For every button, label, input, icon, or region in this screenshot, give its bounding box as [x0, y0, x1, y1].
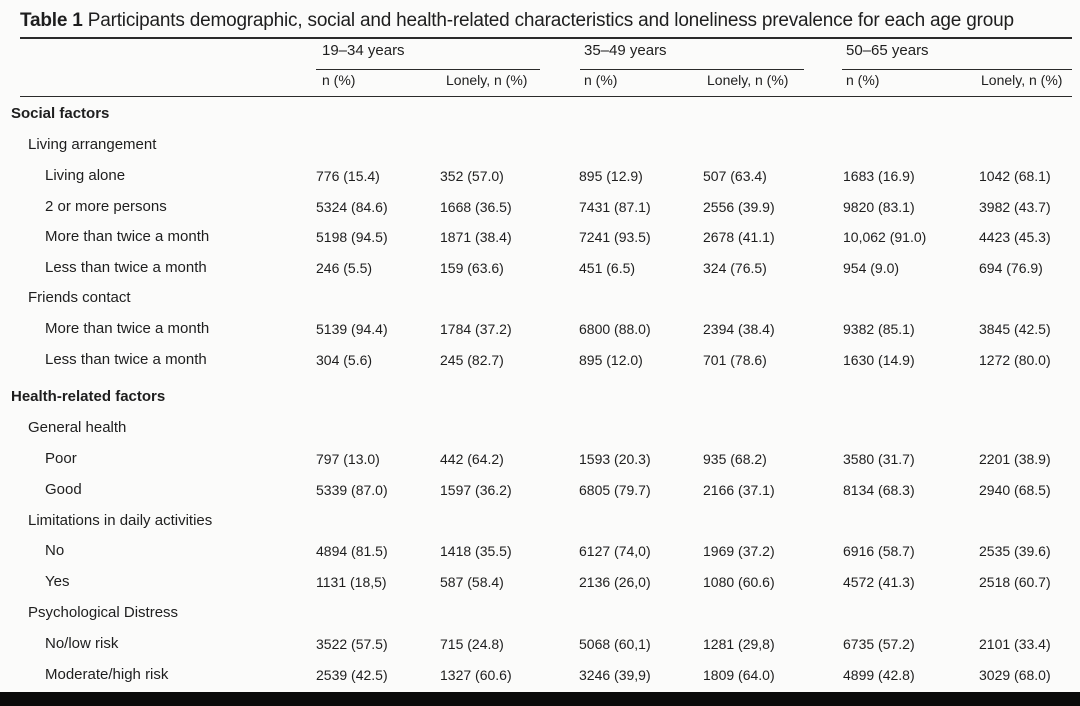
- row-label: No/low risk: [45, 635, 119, 652]
- cell-lonely-n-pct: 2201 (38.9): [979, 451, 1051, 467]
- subsection-heading: General health: [28, 419, 127, 436]
- table-subsection-row: [0, 511, 1080, 533]
- cell-n-pct: 4899 (42.8): [843, 667, 915, 683]
- table-header-rule: [20, 96, 1072, 97]
- cell-lonely-n-pct: 1668 (36.5): [440, 199, 512, 215]
- cell-lonely-n-pct: 2535 (39.6): [979, 543, 1051, 559]
- cell-lonely-n-pct: 1327 (60.6): [440, 667, 512, 683]
- cell-lonely-n-pct: 245 (82.7): [440, 352, 504, 368]
- cell-n-pct: 5139 (94.4): [316, 321, 388, 337]
- table-row: [0, 480, 1080, 502]
- cell-lonely-n-pct: 4423 (45.3): [979, 229, 1051, 245]
- cell-n-pct: 1131 (18,5): [316, 574, 387, 590]
- row-label: More than twice a month: [45, 228, 210, 245]
- table-top-rule: [20, 37, 1072, 39]
- table-row: [0, 227, 1080, 249]
- age-group-header-2: 35–49 years: [584, 42, 667, 59]
- cell-n-pct: 5198 (94.5): [316, 229, 388, 245]
- subsection-heading: Friends contact: [28, 289, 131, 306]
- section-heading: Health-related factors: [11, 388, 166, 405]
- cell-lonely-n-pct: 442 (64.2): [440, 451, 504, 467]
- screen-bottom-bar: [0, 692, 1080, 706]
- column-header-n-pct-2: n (%): [584, 72, 618, 88]
- cell-lonely-n-pct: 507 (63.4): [703, 168, 767, 184]
- cell-lonely-n-pct: 1809 (64.0): [703, 667, 775, 683]
- cell-n-pct: 304 (5.6): [316, 352, 373, 368]
- cell-n-pct: 9820 (83.1): [843, 199, 915, 215]
- cell-n-pct: 8134 (68.3): [843, 482, 915, 498]
- row-label: Less than twice a month: [45, 259, 207, 276]
- column-header-lonely-2: Lonely, n (%): [707, 72, 789, 88]
- cell-n-pct: 5339 (87.0): [316, 482, 388, 498]
- table-row: [0, 634, 1080, 656]
- cell-n-pct: 5068 (60,1): [579, 636, 651, 652]
- age-group-rule-2: [580, 69, 804, 70]
- table-row: [0, 449, 1080, 471]
- table-row: [0, 541, 1080, 563]
- cell-n-pct: 3246 (39,9): [579, 667, 651, 683]
- cell-lonely-n-pct: 3845 (42.5): [979, 321, 1051, 337]
- cell-n-pct: 6916 (58.7): [843, 543, 915, 559]
- cell-lonely-n-pct: 1871 (38.4): [440, 229, 512, 245]
- cell-n-pct: 954 (9.0): [843, 260, 900, 276]
- cell-n-pct: 246 (5.5): [316, 260, 373, 276]
- row-label: Less than twice a month: [45, 351, 207, 368]
- cell-lonely-n-pct: 2556 (39.9): [703, 199, 775, 215]
- cell-n-pct: 6800 (88.0): [579, 321, 651, 337]
- cell-n-pct: 895 (12.9): [579, 168, 643, 184]
- column-header-lonely-1: Lonely, n (%): [446, 72, 528, 88]
- cell-n-pct: 776 (15.4): [316, 168, 380, 184]
- row-label: Poor: [45, 450, 77, 467]
- cell-lonely-n-pct: 1597 (36.2): [440, 482, 512, 498]
- cell-n-pct: 1683 (16.9): [843, 168, 915, 184]
- cell-lonely-n-pct: 1281 (29,8): [703, 636, 775, 652]
- cell-n-pct: 3580 (31.7): [843, 451, 915, 467]
- cell-n-pct: 7241 (93.5): [579, 229, 651, 245]
- age-group-header-1: 19–34 years: [322, 42, 405, 59]
- cell-lonely-n-pct: 694 (76.9): [979, 260, 1043, 276]
- column-header-lonely-3: Lonely, n (%): [981, 72, 1063, 88]
- cell-lonely-n-pct: 324 (76.5): [703, 260, 767, 276]
- subsection-heading: Limitations in daily activities: [28, 512, 213, 529]
- cell-lonely-n-pct: 2101 (33.4): [979, 636, 1051, 652]
- subsection-heading: Living arrangement: [28, 136, 157, 153]
- age-group-header-3: 50–65 years: [846, 42, 929, 59]
- table-subsection-row: [0, 288, 1080, 310]
- cell-lonely-n-pct: 2518 (60.7): [979, 574, 1051, 590]
- cell-n-pct: 6735 (57.2): [843, 636, 915, 652]
- section-heading: Social factors: [11, 105, 110, 122]
- row-label: 2 or more persons: [45, 198, 167, 215]
- table-subsection-row: [0, 603, 1080, 625]
- cell-lonely-n-pct: 3982 (43.7): [979, 199, 1051, 215]
- cell-lonely-n-pct: 2678 (41.1): [703, 229, 775, 245]
- cell-n-pct: 6805 (79.7): [579, 482, 651, 498]
- cell-lonely-n-pct: 1042 (68.1): [979, 168, 1051, 184]
- cell-n-pct: 1630 (14.9): [843, 352, 915, 368]
- age-group-rule-3: [842, 69, 1072, 70]
- cell-lonely-n-pct: 1969 (37.2): [703, 543, 775, 559]
- cell-n-pct: 2539 (42.5): [316, 667, 388, 683]
- table-row: [0, 350, 1080, 372]
- cell-lonely-n-pct: 2166 (37.1): [703, 482, 775, 498]
- table-section-row: [0, 104, 1080, 126]
- cell-n-pct: 2136 (26,0): [579, 574, 651, 590]
- row-label: More than twice a month: [45, 320, 210, 337]
- cell-lonely-n-pct: 2940 (68.5): [979, 482, 1051, 498]
- cell-n-pct: 4572 (41.3): [843, 574, 915, 590]
- cell-lonely-n-pct: 352 (57.0): [440, 168, 504, 184]
- row-label: No: [45, 542, 65, 559]
- table-row: [0, 665, 1080, 687]
- table-section-row: [0, 387, 1080, 409]
- cell-n-pct: 3522 (57.5): [316, 636, 388, 652]
- cell-lonely-n-pct: 3029 (68.0): [979, 667, 1051, 683]
- row-label: Living alone: [45, 167, 126, 184]
- cell-lonely-n-pct: 935 (68.2): [703, 451, 767, 467]
- cell-n-pct: 451 (6.5): [579, 260, 636, 276]
- cell-lonely-n-pct: 587 (58.4): [440, 574, 504, 590]
- cell-n-pct: 797 (13.0): [316, 451, 380, 467]
- table-subsection-row: [0, 135, 1080, 157]
- cell-n-pct: 895 (12.0): [579, 352, 643, 368]
- row-label: Good: [45, 481, 82, 498]
- row-label: Yes: [45, 573, 70, 590]
- cell-lonely-n-pct: 715 (24.8): [440, 636, 504, 652]
- age-group-rule-1: [316, 69, 540, 70]
- cell-lonely-n-pct: 159 (63.6): [440, 260, 504, 276]
- column-header-n-pct-3: n (%): [846, 72, 880, 88]
- column-header-n-pct-1: n (%): [322, 72, 356, 88]
- cell-n-pct: 7431 (87.1): [579, 199, 651, 215]
- row-label: Moderate/high risk: [45, 666, 169, 683]
- table-row: [0, 572, 1080, 594]
- cell-n-pct: 1593 (20.3): [579, 451, 651, 467]
- cell-n-pct: 4894 (81.5): [316, 543, 388, 559]
- table-subsection-row: [0, 418, 1080, 440]
- cell-lonely-n-pct: 701 (78.6): [703, 352, 767, 368]
- table-row: [0, 319, 1080, 341]
- cell-lonely-n-pct: 2394 (38.4): [703, 321, 775, 337]
- subsection-heading: Psychological Distress: [28, 604, 179, 621]
- table-row: [0, 197, 1080, 219]
- cell-n-pct: 10,062 (91.0): [843, 229, 927, 245]
- table-row: [0, 258, 1080, 280]
- cell-n-pct: 6127 (74,0): [579, 543, 651, 559]
- cell-lonely-n-pct: 1080 (60.6): [703, 574, 775, 590]
- cell-lonely-n-pct: 1272 (80.0): [979, 352, 1051, 368]
- table-caption-label: Table 1: [20, 10, 83, 31]
- cell-lonely-n-pct: 1784 (37.2): [440, 321, 512, 337]
- table-caption-text: Participants demographic, social and health-related characteristics and loneliness prevalence for each age group: [87, 10, 1014, 31]
- cell-n-pct: 9382 (85.1): [843, 321, 915, 337]
- table-row: [0, 166, 1080, 188]
- cell-lonely-n-pct: 1418 (35.5): [440, 543, 512, 559]
- table-caption: [20, 10, 1014, 32]
- cell-n-pct: 5324 (84.6): [316, 199, 388, 215]
